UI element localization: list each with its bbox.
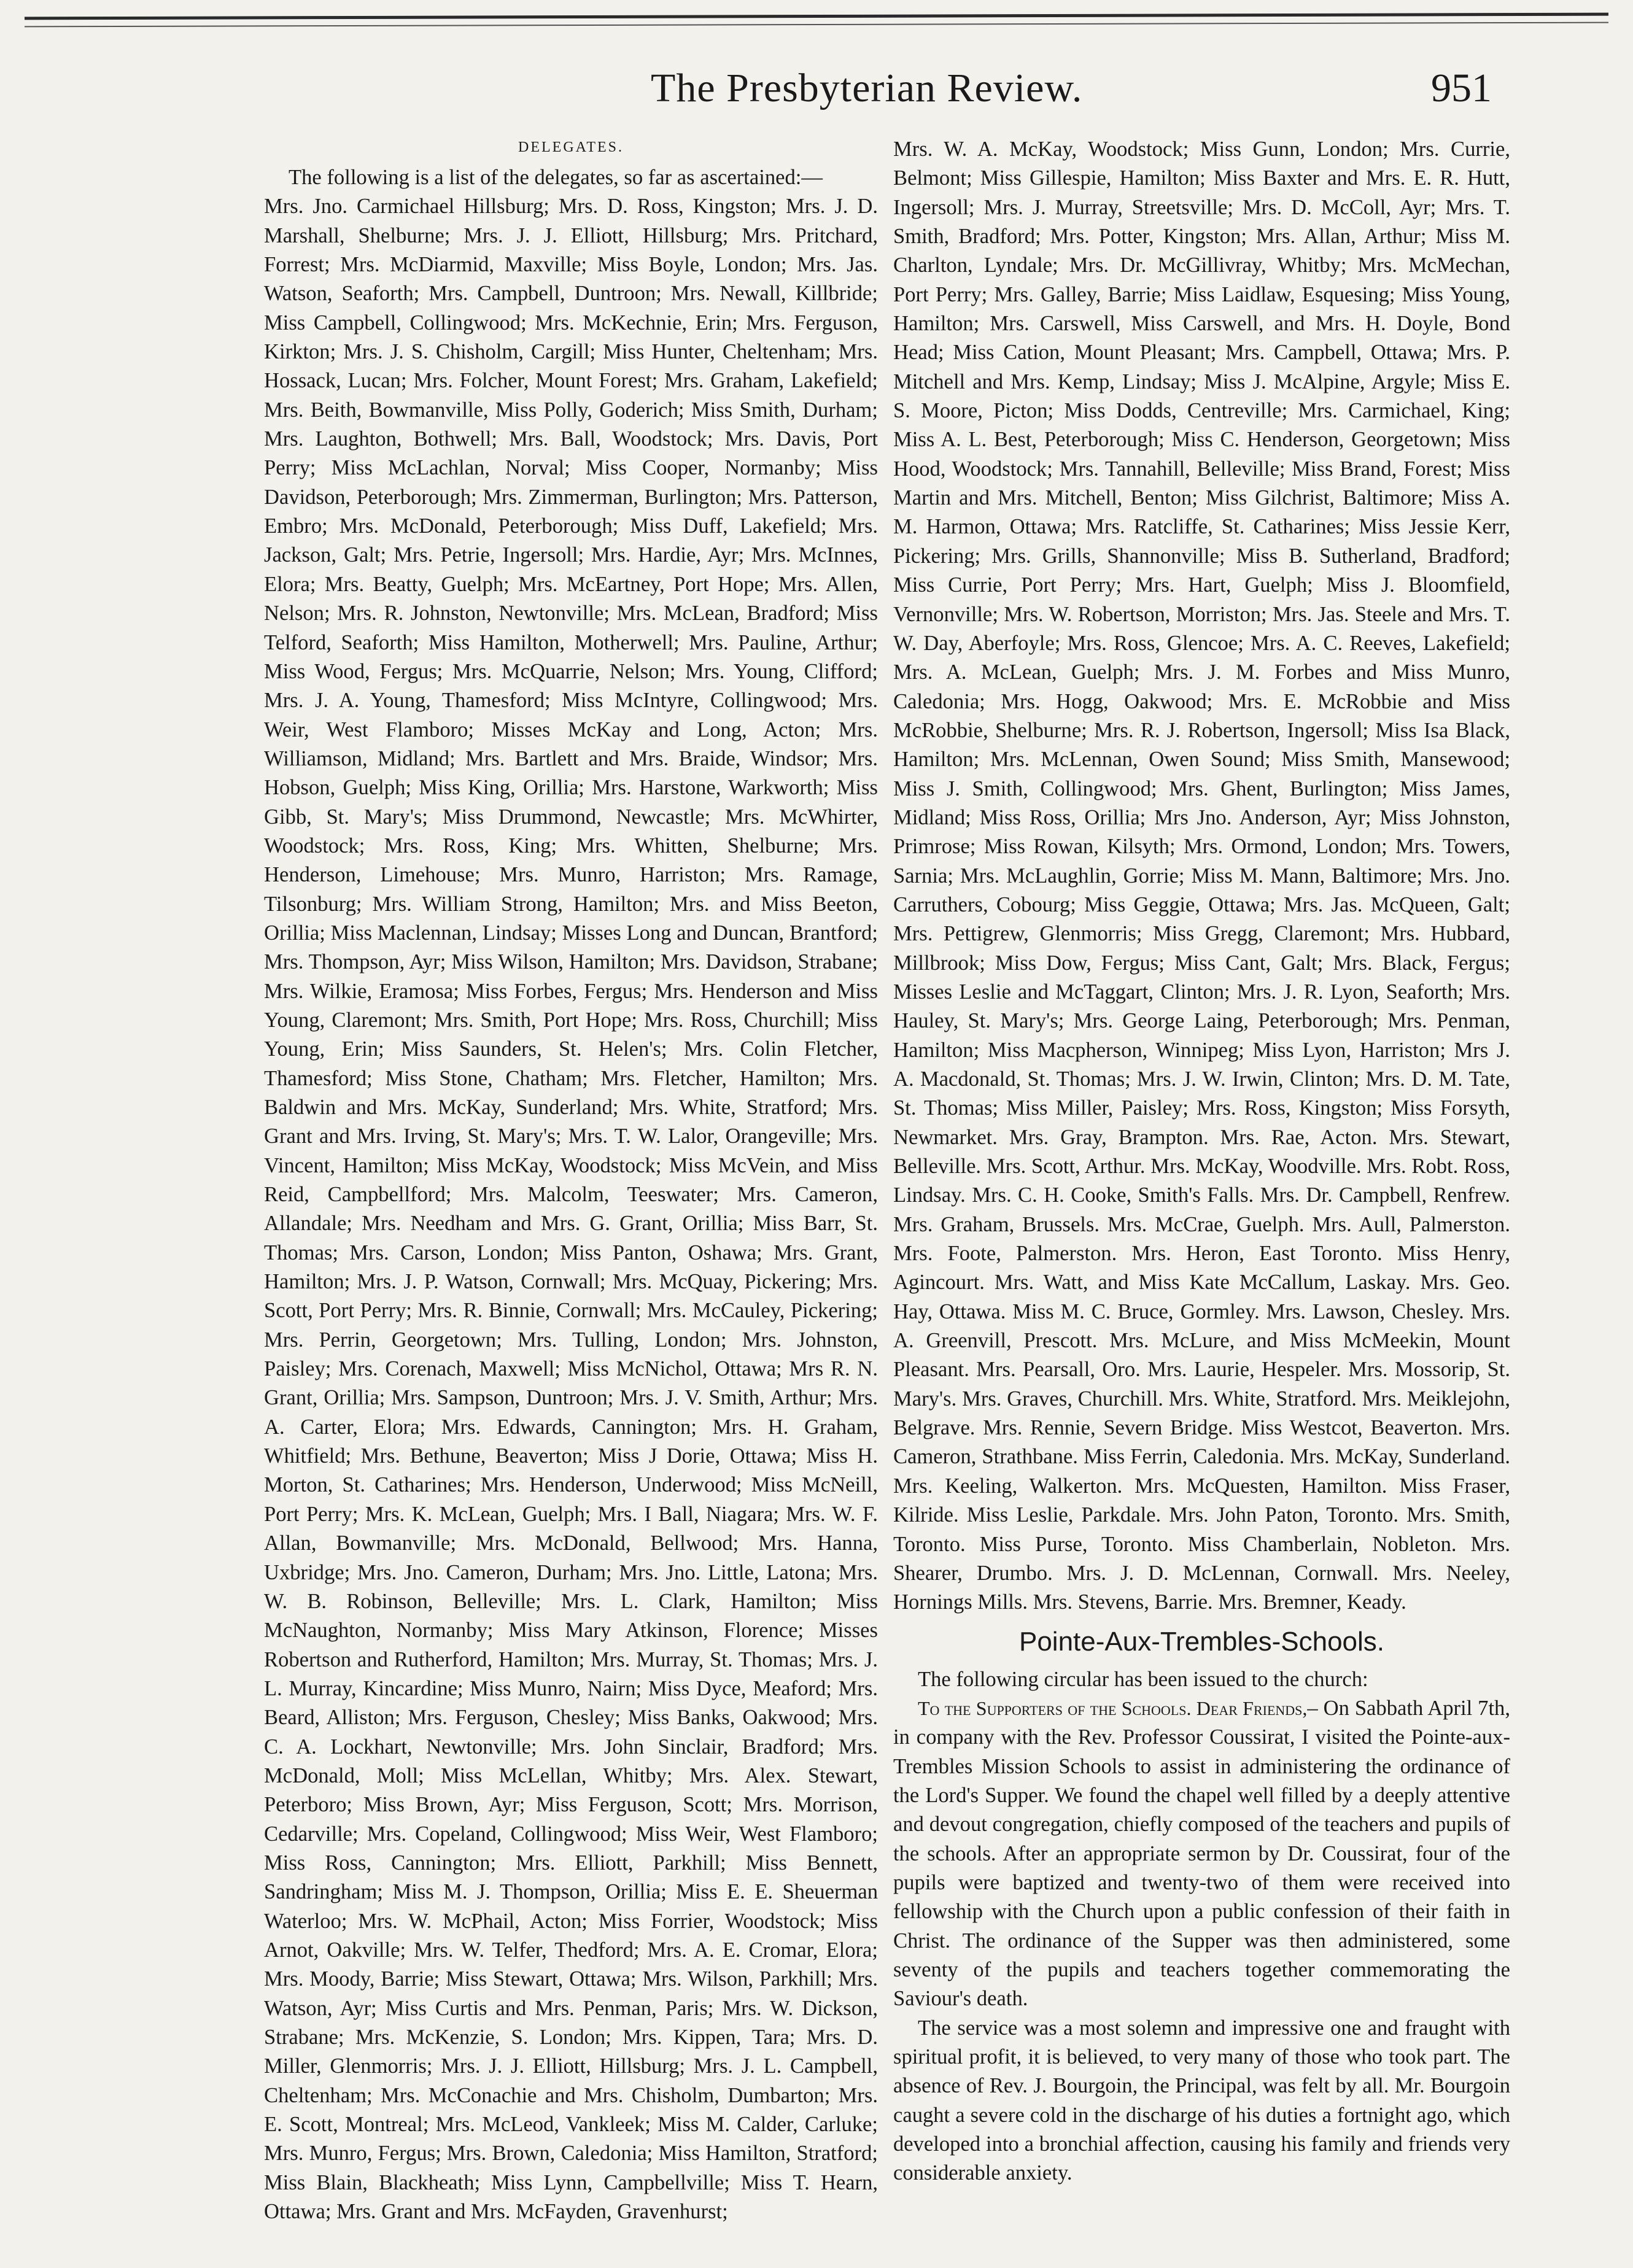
right-column — [893, 135, 1510, 2188]
circular-paragraph-1 — [893, 1694, 1510, 2014]
page-header — [258, 61, 1510, 129]
circular-salutation: To the Supporters of the Schools. Dear Friends, — [918, 1697, 1308, 1719]
circular-intro: The following circular has been issued to the church: — [918, 1667, 1368, 1691]
delegates-heading: DELEGATES. — [518, 139, 624, 155]
page-number: 951 — [1431, 66, 1492, 110]
publication-title: The Presbyterian Review. — [651, 66, 1083, 110]
delegates-list-left: Mrs. Jno. Carmichael Hillsburg; Mrs. D. Ross, Kingston; Mrs. J. D. Marshall, Shelburne; Mrs. J. J. Elliott, Hillsburg; Mrs. Pritchard, Forrest; Mrs. McDiarmid, Maxville; Miss Boyle, London; Mrs. Jas. Watson, Seaforth; Mrs. Campbell, Duntroon; Mrs. Newall, Killbride; Miss Campbell, Collingwood; Mrs. McKechnie, Erin; Mrs. Ferguson, Kirkton; Mrs. J. S. Chisholm, Cargill; Miss Hunter, Cheltenham; Mrs. Hossack, Lucan; Mrs. Folcher, Mount Forest; Mrs. Graham, Lakefield; Mrs. Beith, Bowmanville, Miss Polly, Goderich; Miss Smith, Durham; Mrs. Laughton, Bothwell; Mrs. Ball, Woodstock; Mrs. Davis, Port Perry; Miss McLachlan, Norval; Miss Cooper, Normanby; Miss Davidson, Peterborough; Mrs. Zimmerman, Burlington; Mrs. Patterson, Embro; Mrs. McDonald, Peterborough; Miss Duff, Lakefield; Mrs. Jackson, Galt; Mrs. Petrie, Ingersoll; Mrs. Hardie, Ayr; Mrs. McInnes, Elora; Mrs. Beatty, Guelph; Mrs. McEartney, Port Hope; Mrs. Allen, Nelson; Mrs. R. Johnston, Newtonville; Mrs. McLean, Bradford; Miss Telford, Seaforth; Miss Hamilton, Motherwell; Mrs. Pauline, Arthur; Miss Wood, Fergus; Mrs. McQuarrie, Nelson; Mrs. Young, Clifford; Mrs. J. A. Young, Thamesford; Miss McIntyre, Collingwood; Mrs. Weir, West Flamboro; Misses McKay and Long, Acton; Mrs. Williamson, Midland; Mrs. Bartlett and Mrs. Braide, Windsor; Mrs. Hobson, Guelph; Miss King, Orillia; Mrs. Harstone, Warkworth; Miss Gibb, St. Mary's; Miss Drummond, Newcastle; Mrs. McWhirter, Woodstock; Mrs. Ross, King; Mrs. Whitten, Shelburne; Mrs. Henderson, Limehouse; Mrs. Munro, Harriston; Mrs. Ramage, Tilsonburg; Mrs. William Strong, Hamilton; Mrs. and Miss Beeton, Orillia; Miss Maclennan, Lindsay; Misses Long and Duncan, Brantford; Mrs. Thompson, Ayr; Miss Wilson, Hamilton; Mrs. Davidson, Strabane; Mrs. Wilkie, Eramosa; Miss Forbes, Fergus; Mrs. Henderson and Miss Young, Claremont; Mrs. Smith, Port Hope; Mrs. Ross, Churchill; Miss Young, Erin; Miss Saunders, St. Helen's; Mrs. Colin Fletcher, Thamesford; Miss Stone, Chatham; Mrs. Fletcher, Hamilton; Mrs. Baldwin and Mrs. McKay, Sunderland; Mrs. White, Stratford; Mrs. Grant and Mrs. Irving, St. Mary's; Mrs. T. W. Lalor, Orangeville; Mrs. Vincent, Hamilton; Miss McKay, Woodstock; Miss McVein, and Miss Reid, Campbellford; Mrs. Malcolm, Teeswater; Mrs. Cameron, Allandale; Mrs. Needham and Mrs. G. Grant, Orillia; Miss Barr, St. Thomas; Mrs. Carson, London; Miss Panton, Oshawa; Mrs. Grant, Hamilton; Mrs. J. P. Watson, Cornwall; Mrs. McQuay, Pickering; Mrs. Scott, Port Perry; Mrs. R. Binnie, Cornwall; Mrs. McCauley, Pickering; Mrs. Perrin, Georgetown; Mrs. Tulling, London; Mrs. Johnston, Paisley; Mrs. Corenach, Maxwell; Miss McNichol, Ottawa; Mrs R. N. Grant, Orillia; Mrs. Sampson, Duntroon; Mrs. J. V. Smith, Arthur; Mrs. A. Carter, Elora; Mrs. Edwards, Cannington; Mrs. H. Graham, Whitfield; Mrs. Bethune, Beaverton; Miss J Dorie, Ottawa; Miss H. Morton, St. Catharines; Mrs. Henderson, Underwood; Miss McNeill, Port Perry; Mrs. K. McLean, Guelph; Mrs. I Ball, Niagara; Mrs. W. F. Allan, Bowmanville; Mrs. McDonald, Bellwood; Mrs. Hanna, Uxbridge; Mrs. Jno. Cameron, Durham; Mrs. Jno. Little, Latona; Mrs. W. B. Robinson, Belleville; Mrs. L. Clark, Hamilton; Miss McNaughton, Normanby; Miss Mary Atkinson, Florence; Misses Robertson and Rutherford, Hamilton; Mrs. Murray, St. Thomas; Mrs. J. L. Murray, Kincardine; Miss Munro, Nairn; Miss Dyce, Meaford; Mrs. Beard, Alliston; Mrs. Ferguson, Chesley; Miss Banks, Oakwood; Mrs. C. A. Lockhart, Newtonville; Mrs. John Sinclair, Bradford; Mrs. McDonald, Moll; Miss McLellan, Whitby; Mrs. Alex. Stewart, Peterboro; Miss Brown, Ayr; Miss Ferguson, Scott; Mrs. Morrison, Cedarville; Mrs. Copeland, Collingwood; Miss Weir, West Flamboro; Miss Ross, Cannington; Mrs. Elliott, Parkhill; Miss Bennett, Sandringham; Miss M. J. Thompson, Orillia; Miss E. E. Sheuerman Waterloo; Mrs. W. McPhail, Acton; Miss Forrier, Woodstock; Miss Arnot, Oakville; Mrs. W. Telfer, Thedford; Mrs. A. E. Cromar, Elora; Mrs. Moody, Barrie; Miss Stewart, Ottawa; Mrs. Wilson, Parkhill; Mrs. Watson, Ayr; Miss Curtis and Mrs. Penman, Paris; Mrs. W. Dickson, Strabane; Mrs. McKenzie, S. London; Mrs. Kippen, Tara; Mrs. D. Miller, Glenmorris; Mrs. J. J. Elliott, Hillsburg; Mrs. J. L. Campbell, Cheltenham; Mrs. McConachie and Mrs. Chisholm, Dumbarton; Mrs. E. Scott, Montreal; Mrs. McLeod, Vankleek; Miss M. Calder, Carluke; Mrs. Munro, Fergus; Mrs. Brown, Caledonia; Miss Hamilton, Stratford; Miss Blain, Blackheath; Miss Lynn, Campbellville; Miss T. Hearn, Ottawa; Mrs. Grant and Mrs. McFayden, Gravenhurst; — [264, 195, 878, 2224]
left-column — [264, 135, 878, 2226]
pointe-aux-trembles-heading: Pointe-Aux-Trembles-Schools. — [1018, 1626, 1385, 1657]
top-border-rule — [25, 13, 1608, 28]
delegates-list-right: Mrs. W. A. McKay, Woodstock; Miss Gunn, London; Mrs. Currie, Belmont; Miss Gillespie, Hamilton; Miss Baxter and Mrs. E. R. Hutt, Ingersoll; Mrs. J. Murray, Streetsville; Mrs. D. McColl, Ayr; Mrs. T. Smith, Bradford; Mrs. Potter, Kingston; Mrs. Allan, Arthur; Miss M. Charlton, Lyndale; Mrs. Dr. McGillivray, Whitby; Mrs. McMechan, Port Perry; Mrs. Galley, Barrie; Miss Laidlaw, Esquesing; Miss Young, Hamilton; Mrs. Carswell, Miss Carswell, and Mrs. H. Doyle, Bond Head; Miss Cation, Mount Pleasant; Mrs. Campbell, Ottawa; Mrs. P. Mitchell and Mrs. Kemp, Lindsay; Miss J. McAlpine, Argyle; Miss E. S. Moore, Picton; Miss Dodds, Centreville; Mrs. Carmichael, King; Miss A. L. Best, Peterborough; Miss C. Henderson, Georgetown; Miss Hood, Woodstock; Mrs. Tannahill, Belleville; Miss Brand, Forest; Miss Martin and Mrs. Mitchell, Benton; Miss Gilchrist, Baltimore; Miss A. M. Harmon, Ottawa; Mrs. Ratcliffe, St. Catharines; Miss Jessie Kerr, Pickering; Mrs. Grills, Shannonville; Miss B. Sutherland, Bradford; Miss Currie, Port Perry; Mrs. Hart, Guelph; Miss J. Bloomfield, Vernonville; Mrs. W. Robertson, Morriston; Mrs. Jas. Steele and Mrs. T. W. Day, Aberfoyle; Mrs. Ross, Glencoe; Mrs. A. C. Reeves, Lakefield; Mrs. A. McLean, Guelph; Mrs. J. M. Forbes and Miss Munro, Caledonia; Mrs. Hogg, Oakwood; Mrs. E. McRobbie and Miss McRobbie, Shelburne; Mrs. R. J. Robertson, Ingersoll; Miss Isa Black, Hamilton; Mrs. McLennan, Owen Sound; Miss Smith, Mansewood; Miss J. Smith, Collingwood; Mrs. Ghent, Burlington; Miss James, Midland; Miss Ross, Orillia; Mrs Jno. Anderson, Ayr; Miss Johnston, Primrose; Miss Rowan, Kilsyth; Mrs. Ormond, London; Mrs. Towers, Sarnia; Mrs. McLaughlin, Gorrie; Miss M. Mann, Baltimore; Mrs. Jno. Carruthers, Cobourg; Miss Geggie, Ottawa; Mrs. Jas. McQueen, Galt; Mrs. Pettigrew, Glenmorris; Miss Gregg, Claremont; Mrs. Hubbard, Millbrook; Miss Dow, Fergus; Miss Cant, Galt; Mrs. Black, Fergus; Misses Leslie and McTaggart, Clinton; Mrs. J. R. Lyon, Seaforth; Mrs. Hauley, St. Mary's; Mrs. George Laing, Peterborough; Mrs. Penman, Hamilton; Miss Macpherson, Winnipeg; Miss Lyon, Harriston; Mrs J. A. Macdonald, St. Thomas; Mrs. J. W. Irwin, Clinton; Mrs. D. M. Tate, St. Thomas; Miss Miller, Paisley; Mrs. Ross, Kingston; Miss Forsyth, Newmarket. Mrs. Gray, Brampton. Mrs. Rae, Acton. Mrs. Stewart, Belleville. Mrs. Scott, Arthur. Mrs. McKay, Woodville. Mrs. Robt. Ross, Lindsay. Mrs. C. H. Cooke, Smith's Falls. Mrs. Dr. Campbell, Renfrew. Mrs. Graham, Brussels. Mrs. McCrae, Guelph. Mrs. Aull, Palmerston. Mrs. Foote, Palmerston. Mrs. Heron, East Toronto. Miss Henry, Agincourt. Mrs. Watt, and Miss Kate McCallum, Laskay. Mrs. Geo. Hay, Ottawa. Miss M. C. Bruce, Gormley. Mrs. Lawson, Chesley. Mrs. A. Greenvill, Prescott. Mrs. McLure, and Miss McMeekin, Mount Pleasant. Mrs. Pearsall, Oro. Mrs. Laurie, Hespeler. Mrs. Mossorip, St. Mary's. Mrs. Graves, Churchill. Mrs. White, Stratford. Mrs. Meiklejohn, Belgrave. Mrs. Rennie, Severn Bridge. Miss Westcot, Beaverton. Mrs. Cameron, Strathbane. Miss Ferrin, Caledonia. Mrs. McKay, Sunderland. Mrs. Keeling, Walkerton. Mrs. McQuesten, Hamilton. Miss Fraser, Kilride. Miss Leslie, Parkdale. Mrs. John Paton, Toronto. Mrs. Smith, Toronto. Miss Purse, Toronto. Miss Chamberlain, Nobleton. Mrs. Shearer, Drumbo. Mrs. J. D. McLennan, Cornwall. Mrs. Neeley, Hornings Mills. Mrs. Stevens, Barrie. Mrs. Bremner, Keady. — [893, 137, 1510, 1614]
delegates-lead: The following is a list of the delegates, so far as ascertained:— — [289, 166, 823, 189]
circular-paragraph-1-text: – On Sabbath April 7th, in company with the Rev. Professor Coussirat, I visited the Pointe-aux-Trembles Mission Schools to assist in administering the ordinance of the Lord's Supper. We found the chapel well filled by a deeply attentive and devout congregation, chiefly composed of the teachers and pupils of the schools. After an appropriate sermon by Dr. Coussirat, four of the pupils were baptized and twenty-two of them were received into fellowship with the Church upon a public confession of their faith in Christ. The ordinance of the Supper was then administered, some seventy of the pupils and teachers together commemorating the Saviour's death. — [893, 1696, 1510, 2011]
circular-paragraph-2: The service was a most solemn and impressive one and fraught with spiritual profit, it is believed, to very many of those who took part. The absence of Rev. J. Bourgoin, the Principal, was felt by all. Mr. Bourgoin caught a severe cold in the discharge of his duties a fortnight ago, which developed into a bronchial affection, causing his family and friends very considerable anxiety. — [893, 2016, 1510, 2185]
